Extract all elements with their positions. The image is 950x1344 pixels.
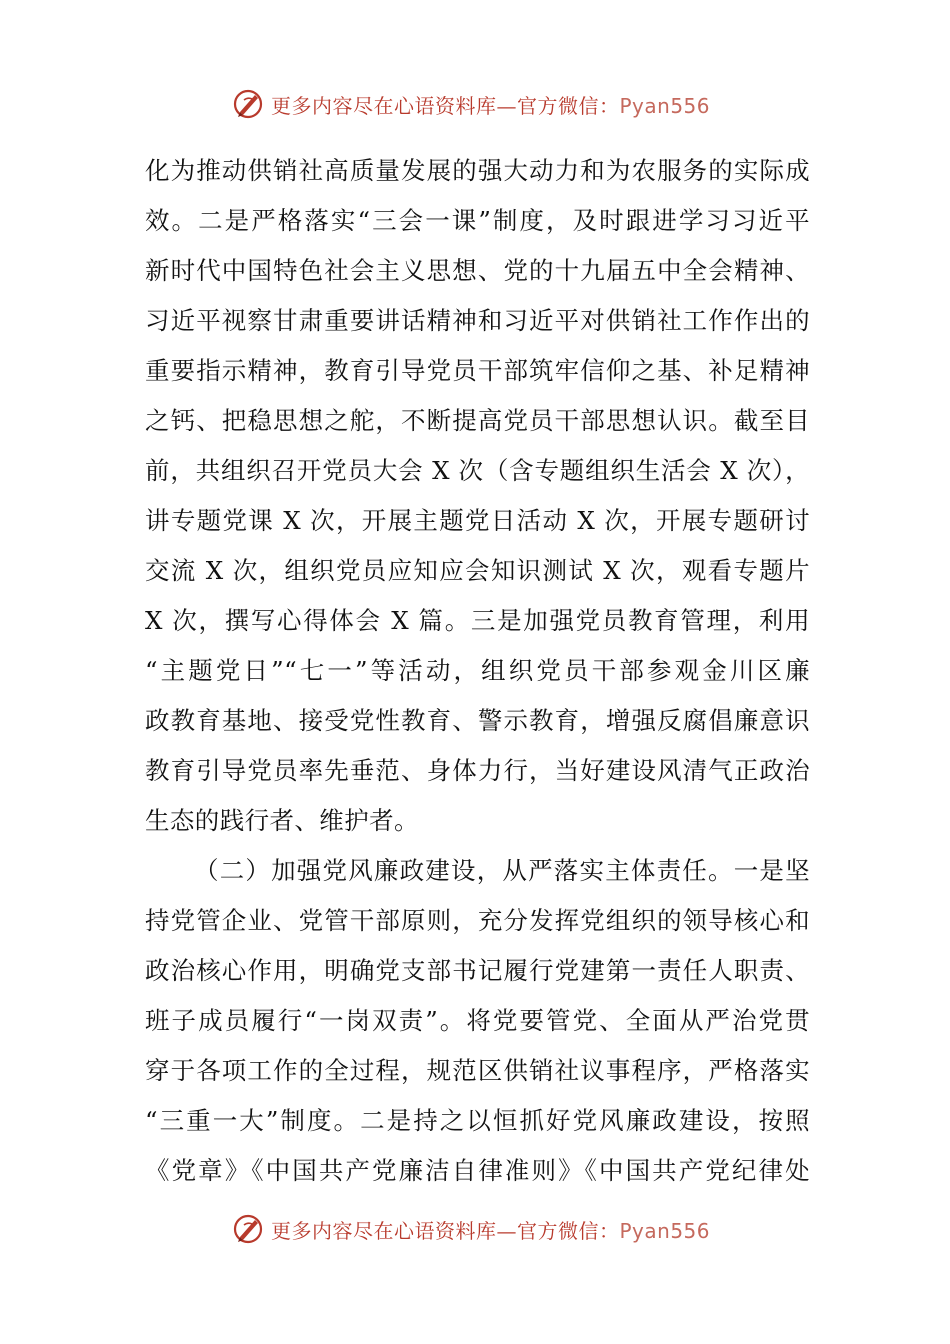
header-banner-text	[271, 90, 710, 119]
text-line: 习近平视察甘肃重要讲话精神和习近平对供销社工作作出的	[145, 306, 810, 335]
text-line: 交流 X 次，组织党员应知应会知识测试 X 次，观看专题片	[145, 556, 810, 585]
text-line: 政治核心作用，明确党支部书记履行党建第一责任人职责、	[145, 956, 810, 985]
banner-separator: —	[496, 1218, 517, 1243]
text-line: 新时代中国特色社会主义思想、党的十九届五中全会精神、	[145, 256, 810, 285]
text-line: 之钙、把稳思想之舵，不断提高党员干部思想认识。截至目	[145, 406, 810, 435]
text-line: 前，共组织召开党员大会 X 次（含专题组织生活会 X 次），	[145, 456, 810, 485]
text-line: 教育引导党员率先垂范、身体力行，当好建设风清气正政治	[145, 756, 810, 785]
banner-label: 官方微信：	[517, 1218, 620, 1243]
header-banner	[0, 84, 950, 124]
text-line: 持党管企业、党管干部原则，充分发挥党组织的领导核心和	[145, 906, 810, 935]
text-line: 生态的践行者、维护者。	[145, 806, 419, 835]
document-body	[145, 146, 810, 1196]
section-heading-line: （二）加强党风廉政建设，从严落实主体责任。一是坚	[194, 856, 810, 885]
text-line: 《党章》《中国共产党廉洁自律准则》《中国共产党纪律处	[145, 1156, 810, 1185]
text-line: 化为推动供销社高质量发展的强大动力和为农服务的实际成	[145, 156, 810, 185]
text-line: 效。二是严格落实“三会一课”制度，及时跟进学习习近平	[145, 206, 810, 235]
banner-contact: Pyan556	[619, 1218, 711, 1243]
text-line: 班子成员履行“一岗双责”。将党要管党、全面从严治党贯	[145, 1006, 810, 1035]
pen-logo-icon	[231, 1212, 265, 1246]
text-line: X 次，撰写心得体会 X 篇。三是加强党员教育管理，利用	[145, 606, 810, 635]
pen-logo-icon	[231, 87, 265, 121]
footer-banner-text	[271, 1215, 710, 1244]
banner-label: 官方微信：	[517, 93, 620, 118]
banner-site-text: 更多内容尽在心语资料库	[271, 1218, 497, 1243]
text-line: 穿于各项工作的全过程，规范区供销社议事程序，严格落实	[145, 1056, 810, 1085]
text-line: “主题党日”“七一”等活动，组织党员干部参观金川区廉	[145, 656, 810, 685]
text-line: 讲专题党课 X 次，开展主题党日活动 X 次，开展专题研讨	[145, 506, 810, 535]
text-line: 重要指示精神，教育引导党员干部筑牢信仰之基、补足精神	[145, 356, 810, 385]
banner-separator: —	[496, 93, 517, 118]
banner-site-text: 更多内容尽在心语资料库	[271, 93, 497, 118]
footer-banner	[0, 1209, 950, 1249]
banner-contact: Pyan556	[619, 93, 711, 118]
text-line: 政教育基地、接受党性教育、警示教育，增强反腐倡廉意识	[145, 706, 810, 735]
text-line: “三重一大”制度。二是持之以恒抓好党风廉政建设，按照	[145, 1106, 810, 1135]
